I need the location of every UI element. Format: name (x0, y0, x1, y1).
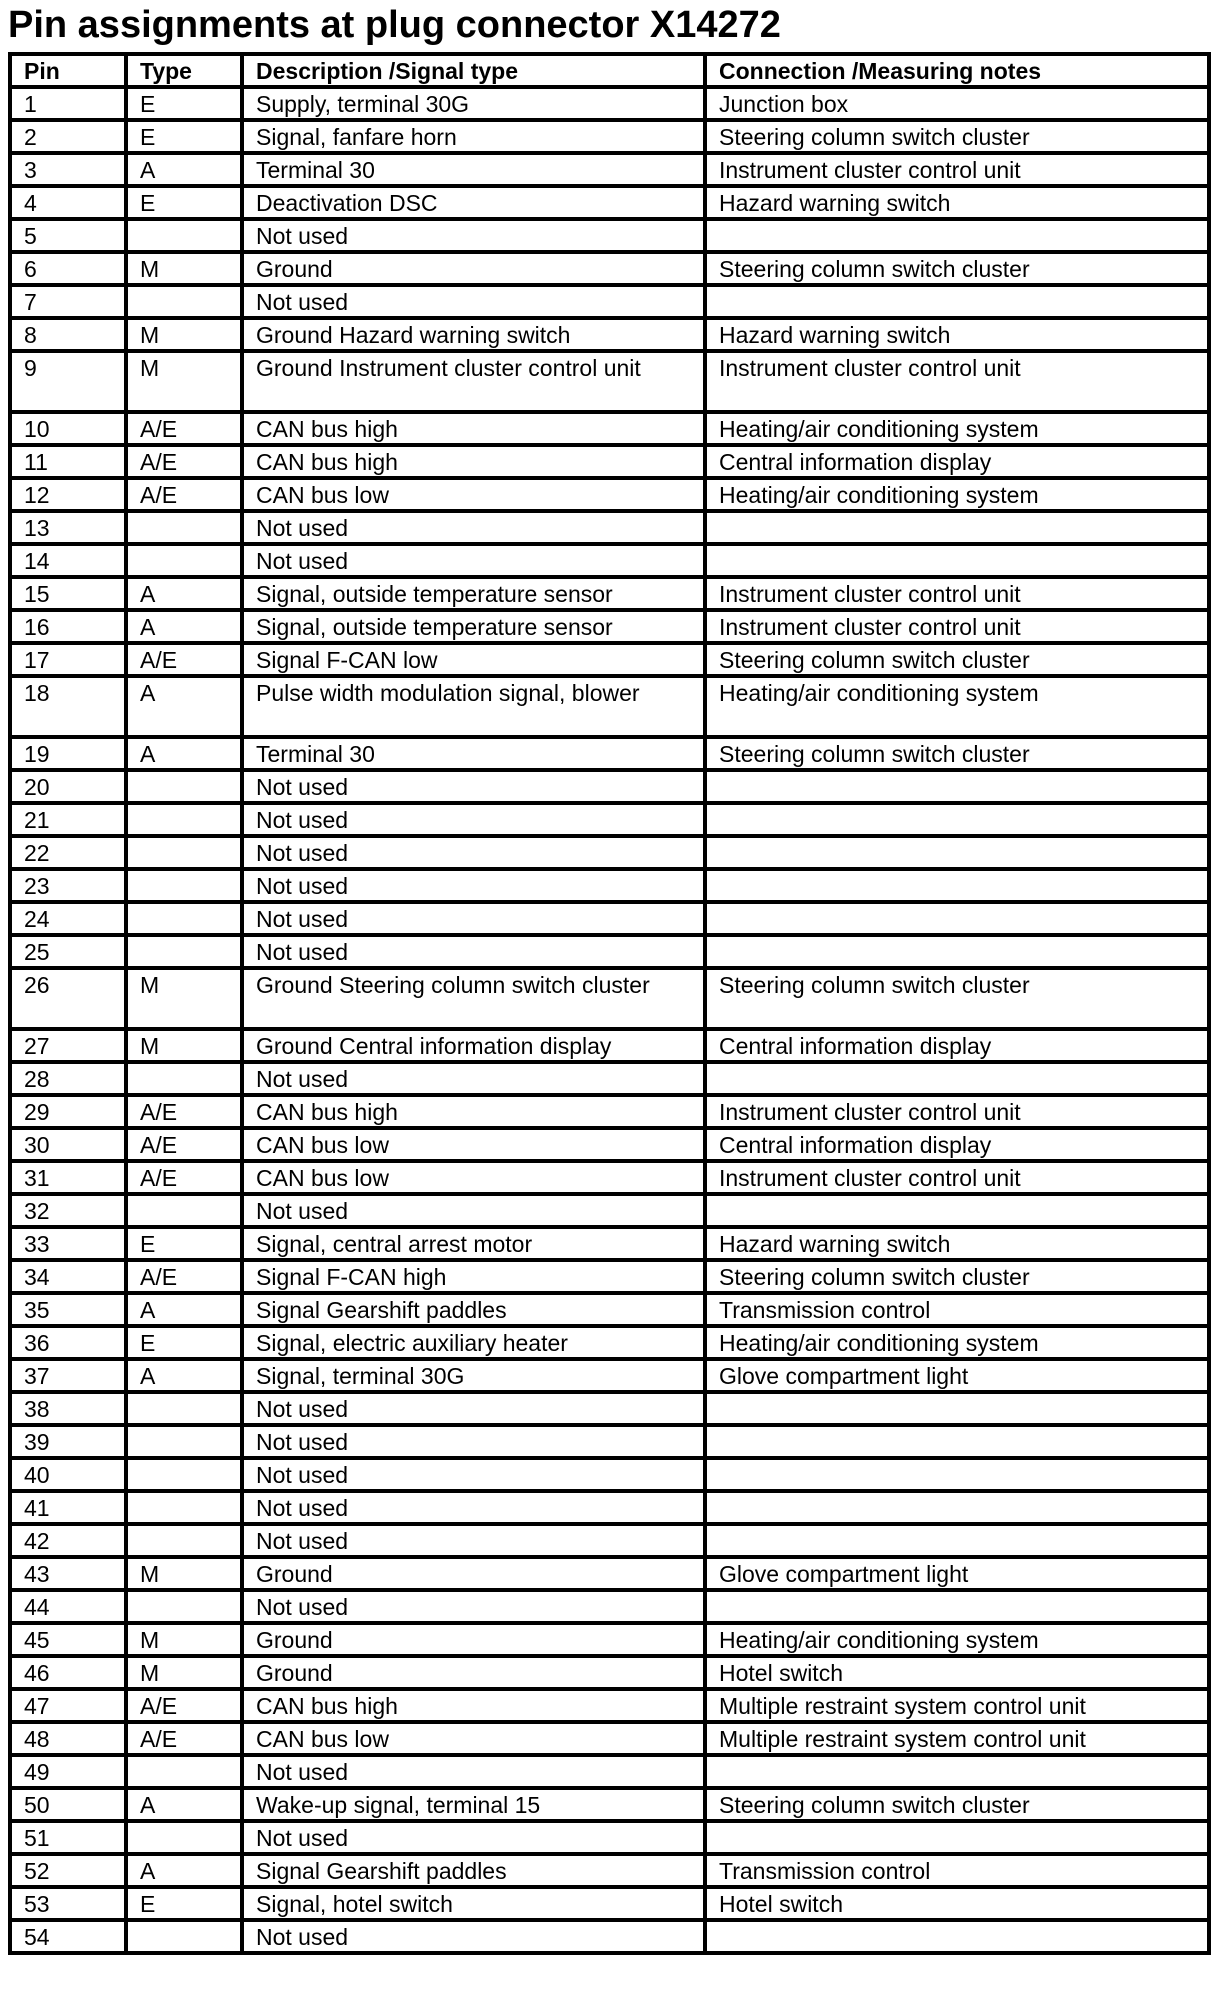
cell-pin: 18 (10, 676, 126, 737)
cell-connection: Transmission control (705, 1293, 1209, 1326)
table-row (10, 219, 1209, 252)
cell-type: A (126, 676, 242, 737)
table-row (10, 1293, 1209, 1326)
table-row (10, 478, 1209, 511)
cell-type: M (126, 252, 242, 285)
cell-type: M (126, 1656, 242, 1689)
cell-connection: Heating/air conditioning system (705, 412, 1209, 445)
table-row (10, 511, 1209, 544)
table-row (10, 1029, 1209, 1062)
cell-pin: 41 (10, 1491, 126, 1524)
cell-connection: Hotel switch (705, 1656, 1209, 1689)
cell-type (126, 1491, 242, 1524)
cell-pin: 23 (10, 869, 126, 902)
table-row (10, 836, 1209, 869)
cell-description: Not used (242, 836, 705, 869)
cell-type (126, 1821, 242, 1854)
cell-connection: Steering column switch cluster (705, 1260, 1209, 1293)
cell-connection (705, 1524, 1209, 1557)
table-row (10, 1656, 1209, 1689)
cell-description: CAN bus high (242, 445, 705, 478)
cell-connection: Instrument cluster control unit (705, 153, 1209, 186)
cell-connection: Multiple restraint system control unit (705, 1722, 1209, 1755)
table-row (10, 1194, 1209, 1227)
cell-connection (705, 1425, 1209, 1458)
table-row (10, 1161, 1209, 1194)
cell-description: Not used (242, 219, 705, 252)
cell-type: A/E (126, 1161, 242, 1194)
cell-connection: Steering column switch cluster (705, 643, 1209, 676)
cell-pin: 35 (10, 1293, 126, 1326)
cell-description: Not used (242, 770, 705, 803)
cell-type (126, 803, 242, 836)
cell-type: A (126, 1293, 242, 1326)
cell-connection: Heating/air conditioning system (705, 478, 1209, 511)
cell-connection: Glove compartment light (705, 1359, 1209, 1392)
cell-type (126, 1590, 242, 1623)
cell-type: A/E (126, 1260, 242, 1293)
cell-type: E (126, 1227, 242, 1260)
cell-pin: 22 (10, 836, 126, 869)
cell-type: M (126, 1557, 242, 1590)
cell-connection (705, 803, 1209, 836)
cell-description: Signal, outside temperature sensor (242, 610, 705, 643)
cell-connection (705, 1392, 1209, 1425)
cell-type (126, 1755, 242, 1788)
cell-pin: 38 (10, 1392, 126, 1425)
cell-type: A (126, 153, 242, 186)
cell-connection (705, 902, 1209, 935)
cell-type (126, 869, 242, 902)
cell-pin: 30 (10, 1128, 126, 1161)
cell-connection: Hazard warning switch (705, 186, 1209, 219)
cell-pin: 26 (10, 968, 126, 1029)
cell-type: A/E (126, 1095, 242, 1128)
cell-pin: 47 (10, 1689, 126, 1722)
table-row (10, 1590, 1209, 1623)
table-row (10, 1260, 1209, 1293)
cell-pin: 37 (10, 1359, 126, 1392)
table-row (10, 1557, 1209, 1590)
table-row (10, 1062, 1209, 1095)
cell-description: CAN bus high (242, 1095, 705, 1128)
table-row (10, 153, 1209, 186)
cell-description: Ground (242, 1557, 705, 1590)
cell-description: Signal Gearshift paddles (242, 1854, 705, 1887)
cell-connection (705, 869, 1209, 902)
table-row (10, 544, 1209, 577)
table-row (10, 1458, 1209, 1491)
cell-pin: 19 (10, 737, 126, 770)
cell-connection: Instrument cluster control unit (705, 351, 1209, 412)
cell-pin: 54 (10, 1920, 126, 1953)
cell-pin: 14 (10, 544, 126, 577)
cell-pin: 42 (10, 1524, 126, 1557)
cell-description: Not used (242, 869, 705, 902)
table-row (10, 1788, 1209, 1821)
cell-description: CAN bus low (242, 1161, 705, 1194)
cell-connection: Multiple restraint system control unit (705, 1689, 1209, 1722)
cell-connection: Heating/air conditioning system (705, 1326, 1209, 1359)
cell-type (126, 1392, 242, 1425)
cell-description: Signal, hotel switch (242, 1887, 705, 1920)
cell-description: Signal F-CAN low (242, 643, 705, 676)
cell-description: Signal, fanfare horn (242, 120, 705, 153)
table-row (10, 1326, 1209, 1359)
header-description: Description /Signal type (242, 54, 705, 87)
cell-description: Not used (242, 544, 705, 577)
cell-type (126, 1425, 242, 1458)
cell-connection (705, 1491, 1209, 1524)
table-row (10, 1425, 1209, 1458)
cell-pin: 5 (10, 219, 126, 252)
cell-type: A (126, 610, 242, 643)
cell-description: Not used (242, 1524, 705, 1557)
table-row (10, 770, 1209, 803)
cell-pin: 2 (10, 120, 126, 153)
cell-type (126, 1194, 242, 1227)
cell-pin: 34 (10, 1260, 126, 1293)
cell-type (126, 219, 242, 252)
cell-description: Ground Steering column switch cluster (242, 968, 705, 1029)
cell-description: CAN bus high (242, 1689, 705, 1722)
cell-description: Ground (242, 252, 705, 285)
cell-description: Not used (242, 1062, 705, 1095)
cell-type: A (126, 737, 242, 770)
cell-type: A (126, 1359, 242, 1392)
table-row (10, 87, 1209, 120)
cell-pin: 53 (10, 1887, 126, 1920)
cell-pin: 17 (10, 643, 126, 676)
table-row (10, 1524, 1209, 1557)
cell-pin: 28 (10, 1062, 126, 1095)
cell-type (126, 836, 242, 869)
cell-pin: 39 (10, 1425, 126, 1458)
cell-connection: Steering column switch cluster (705, 737, 1209, 770)
cell-description: Pulse width modulation signal, blower (242, 676, 705, 737)
table-row (10, 120, 1209, 153)
cell-type: M (126, 351, 242, 412)
cell-connection: Heating/air conditioning system (705, 1623, 1209, 1656)
cell-description: Supply, terminal 30G (242, 87, 705, 120)
cell-description: CAN bus low (242, 478, 705, 511)
cell-description: Signal F-CAN high (242, 1260, 705, 1293)
cell-connection (705, 511, 1209, 544)
table-row (10, 1392, 1209, 1425)
cell-type: M (126, 318, 242, 351)
cell-connection (705, 1194, 1209, 1227)
cell-connection: Instrument cluster control unit (705, 1161, 1209, 1194)
cell-connection: Central information display (705, 445, 1209, 478)
cell-type: M (126, 1029, 242, 1062)
table-row (10, 869, 1209, 902)
cell-description: Terminal 30 (242, 153, 705, 186)
cell-type: M (126, 968, 242, 1029)
cell-pin: 27 (10, 1029, 126, 1062)
table-row (10, 445, 1209, 478)
table-row (10, 968, 1209, 1029)
table-row (10, 643, 1209, 676)
table-row (10, 1920, 1209, 1953)
table-row (10, 252, 1209, 285)
cell-type: A/E (126, 1722, 242, 1755)
cell-description: CAN bus high (242, 412, 705, 445)
cell-connection: Hazard warning switch (705, 1227, 1209, 1260)
table-row (10, 1755, 1209, 1788)
cell-connection (705, 544, 1209, 577)
cell-connection: Instrument cluster control unit (705, 577, 1209, 610)
cell-pin: 44 (10, 1590, 126, 1623)
cell-description: Not used (242, 1491, 705, 1524)
cell-type: A/E (126, 445, 242, 478)
table-row (10, 935, 1209, 968)
cell-type: A/E (126, 412, 242, 445)
table-row (10, 1854, 1209, 1887)
cell-connection (705, 219, 1209, 252)
cell-pin: 7 (10, 285, 126, 318)
cell-connection (705, 1062, 1209, 1095)
cell-connection: Steering column switch cluster (705, 968, 1209, 1029)
table-row (10, 803, 1209, 836)
cell-description: Not used (242, 935, 705, 968)
cell-pin: 15 (10, 577, 126, 610)
cell-description: Not used (242, 1194, 705, 1227)
table-row (10, 285, 1209, 318)
cell-description: Not used (242, 511, 705, 544)
cell-description: Signal, central arrest motor (242, 1227, 705, 1260)
cell-pin: 4 (10, 186, 126, 219)
cell-pin: 21 (10, 803, 126, 836)
cell-pin: 29 (10, 1095, 126, 1128)
cell-connection (705, 1458, 1209, 1491)
cell-type (126, 902, 242, 935)
cell-description: Not used (242, 1821, 705, 1854)
cell-connection: Hotel switch (705, 1887, 1209, 1920)
cell-type: A/E (126, 478, 242, 511)
cell-pin: 36 (10, 1326, 126, 1359)
cell-description: Terminal 30 (242, 737, 705, 770)
header-connection: Connection /Measuring notes (705, 54, 1209, 87)
cell-connection (705, 935, 1209, 968)
table-row (10, 610, 1209, 643)
cell-description: Ground Hazard warning switch (242, 318, 705, 351)
cell-pin: 50 (10, 1788, 126, 1821)
cell-type: E (126, 120, 242, 153)
table-row (10, 1491, 1209, 1524)
cell-pin: 48 (10, 1722, 126, 1755)
cell-pin: 20 (10, 770, 126, 803)
table-row (10, 186, 1209, 219)
cell-connection: Steering column switch cluster (705, 120, 1209, 153)
cell-type: E (126, 87, 242, 120)
table-body (10, 87, 1209, 1953)
cell-type (126, 285, 242, 318)
cell-connection (705, 770, 1209, 803)
cell-type (126, 511, 242, 544)
cell-type (126, 1920, 242, 1953)
cell-pin: 43 (10, 1557, 126, 1590)
cell-type: A/E (126, 643, 242, 676)
header-pin: Pin (10, 54, 126, 87)
cell-type (126, 544, 242, 577)
cell-description: Not used (242, 1425, 705, 1458)
cell-description: Ground (242, 1623, 705, 1656)
cell-connection (705, 836, 1209, 869)
cell-connection: Glove compartment light (705, 1557, 1209, 1590)
table-row (10, 1623, 1209, 1656)
cell-description: Deactivation DSC (242, 186, 705, 219)
cell-description: Not used (242, 1392, 705, 1425)
cell-description: CAN bus low (242, 1128, 705, 1161)
cell-description: Not used (242, 1755, 705, 1788)
cell-pin: 3 (10, 153, 126, 186)
cell-pin: 12 (10, 478, 126, 511)
cell-connection: Transmission control (705, 1854, 1209, 1887)
cell-description: Not used (242, 1458, 705, 1491)
cell-pin: 33 (10, 1227, 126, 1260)
cell-connection: Heating/air conditioning system (705, 676, 1209, 737)
cell-connection (705, 1920, 1209, 1953)
cell-connection: Steering column switch cluster (705, 252, 1209, 285)
cell-type (126, 770, 242, 803)
cell-description: Signal, electric auxiliary heater (242, 1326, 705, 1359)
cell-type (126, 1458, 242, 1491)
cell-type (126, 1524, 242, 1557)
cell-pin: 10 (10, 412, 126, 445)
table-row (10, 351, 1209, 412)
table-row (10, 676, 1209, 737)
table-row (10, 318, 1209, 351)
cell-connection: Steering column switch cluster (705, 1788, 1209, 1821)
cell-description: Signal, terminal 30G (242, 1359, 705, 1392)
table-row (10, 1887, 1209, 1920)
table-row (10, 1722, 1209, 1755)
cell-description: Not used (242, 803, 705, 836)
cell-description: Not used (242, 1590, 705, 1623)
cell-pin: 8 (10, 318, 126, 351)
cell-connection: Instrument cluster control unit (705, 610, 1209, 643)
cell-connection: Junction box (705, 87, 1209, 120)
cell-pin: 1 (10, 87, 126, 120)
cell-description: CAN bus low (242, 1722, 705, 1755)
cell-pin: 32 (10, 1194, 126, 1227)
cell-connection: Central information display (705, 1128, 1209, 1161)
cell-connection (705, 1821, 1209, 1854)
cell-type: A (126, 1854, 242, 1887)
cell-connection: Hazard warning switch (705, 318, 1209, 351)
cell-type: E (126, 1887, 242, 1920)
cell-description: Signal Gearshift paddles (242, 1293, 705, 1326)
table-row (10, 412, 1209, 445)
page-title: Pin assignments at plug connector X14272 (8, 4, 781, 46)
cell-description: Not used (242, 285, 705, 318)
cell-pin: 9 (10, 351, 126, 412)
table-row (10, 1095, 1209, 1128)
cell-type: A (126, 577, 242, 610)
cell-pin: 24 (10, 902, 126, 935)
cell-pin: 49 (10, 1755, 126, 1788)
cell-type: M (126, 1623, 242, 1656)
cell-pin: 6 (10, 252, 126, 285)
cell-type (126, 935, 242, 968)
cell-pin: 45 (10, 1623, 126, 1656)
cell-connection (705, 1755, 1209, 1788)
cell-pin: 52 (10, 1854, 126, 1887)
cell-pin: 13 (10, 511, 126, 544)
cell-connection (705, 1590, 1209, 1623)
table-row (10, 1128, 1209, 1161)
header-type: Type (126, 54, 242, 87)
cell-description: Ground (242, 1656, 705, 1689)
table-row (10, 1359, 1209, 1392)
pin-assignment-table (8, 52, 1211, 1955)
table-header-row (10, 54, 1209, 87)
cell-description: Not used (242, 1920, 705, 1953)
cell-pin: 31 (10, 1161, 126, 1194)
cell-connection (705, 285, 1209, 318)
cell-type: E (126, 1326, 242, 1359)
cell-type: A/E (126, 1689, 242, 1722)
cell-pin: 25 (10, 935, 126, 968)
cell-connection: Instrument cluster control unit (705, 1095, 1209, 1128)
table-row (10, 1227, 1209, 1260)
cell-pin: 11 (10, 445, 126, 478)
table-row (10, 1689, 1209, 1722)
cell-description: Ground Instrument cluster control unit (242, 351, 705, 412)
cell-pin: 51 (10, 1821, 126, 1854)
cell-type: E (126, 186, 242, 219)
cell-description: Wake-up signal, terminal 15 (242, 1788, 705, 1821)
cell-pin: 16 (10, 610, 126, 643)
cell-description: Not used (242, 902, 705, 935)
cell-type (126, 1062, 242, 1095)
cell-type: A (126, 1788, 242, 1821)
cell-description: Signal, outside temperature sensor (242, 577, 705, 610)
table-row (10, 1821, 1209, 1854)
cell-pin: 46 (10, 1656, 126, 1689)
cell-description: Ground Central information display (242, 1029, 705, 1062)
table-row (10, 902, 1209, 935)
cell-type: A/E (126, 1128, 242, 1161)
table-row (10, 577, 1209, 610)
cell-connection: Central information display (705, 1029, 1209, 1062)
table-row (10, 737, 1209, 770)
cell-pin: 40 (10, 1458, 126, 1491)
